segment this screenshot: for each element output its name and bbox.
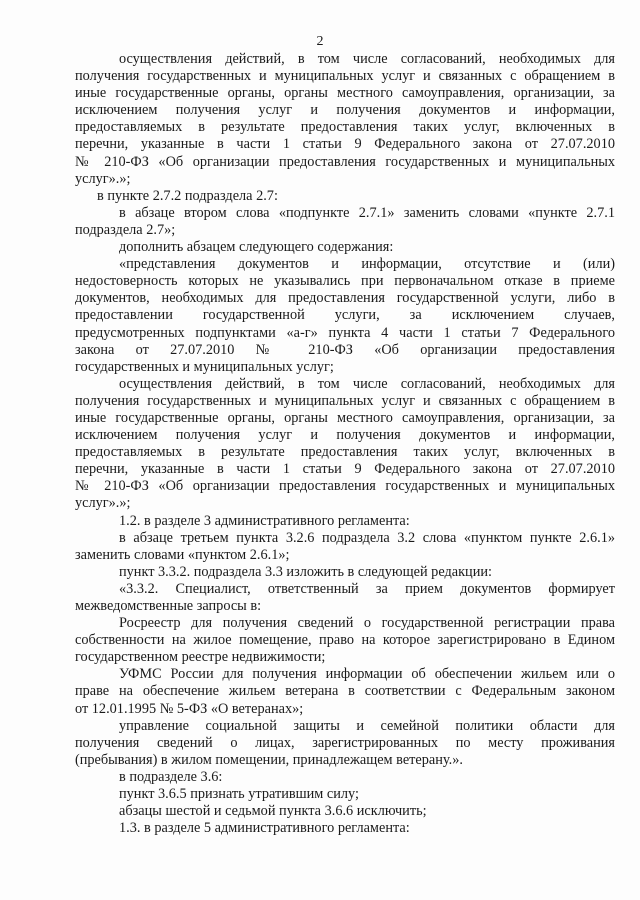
text-line: предоставлении государственной услуги, за исключением случаев, xyxy=(75,307,615,324)
text-line: № 210-ФЗ «Об организации предоставления государственных и муниципальных xyxy=(75,478,615,495)
text-line: межведомственные запросы в: xyxy=(75,598,262,614)
text-line: (пребывания) в жилом помещении, принадлежащем ветерану.». xyxy=(75,751,463,768)
text-line: управление социальной защиты и семейной политики области для xyxy=(119,717,615,734)
text-line: Росреестр для получения сведений о государственной регистрации права xyxy=(119,615,615,632)
text-line: получения сведений о лицах, зарегистрированных по месту проживания xyxy=(75,734,615,751)
text-line: исключением получения услуг и получения документов и информации, xyxy=(75,427,615,444)
text-line: абзацы шестой и седьмой пункта 3.6.6 исключить; xyxy=(119,803,427,820)
text-line: дополнить абзацем следующего содержания: xyxy=(119,239,394,256)
text-line: предоставляемых в результате предоставления таких услуг, включенных в xyxy=(75,444,615,461)
text-line: в абзаце третьем пункта 3.2.6 подраздела 3.2 слова «пунктом пункте 2.6.1» xyxy=(119,529,615,546)
text-line: получения государственных и муниципальных услуг и связанных с обращением в xyxy=(75,392,615,409)
text-line: пункт 3.3.2. подраздела 3.3 изложить в следующей редакции: xyxy=(119,563,492,580)
text-line: 1.3. в разделе 5 административного регламента: xyxy=(119,820,410,837)
text-line: исключением получения услуг и получения документов и информации, xyxy=(75,102,615,119)
text-line: получения государственных и муниципальных услуг и связанных с обращением в xyxy=(75,68,615,85)
text-line: услуг».»; xyxy=(75,495,131,512)
text-line: УФМС России для получения информации об обеспечении жильем или о xyxy=(119,666,615,683)
text-line: недостоверность которых не указывались при первоначальном отказе в приеме xyxy=(75,273,615,290)
text-line: «представления документов и информации, отсутствие и (или) xyxy=(119,256,615,273)
text-line: в абзаце втором слова «подпункте 2.7.1» заменить словами «пункте 2.7.1 xyxy=(119,204,615,221)
text-line: осуществления действий, в том числе согласований, необходимых для xyxy=(119,375,615,392)
text-line: праве на обеспечение жильем ветерана в соответствии с Федеральным законом xyxy=(75,683,615,700)
text-line: собственности на жилое помещение, право на которое зарегистрировано в Едином xyxy=(75,632,615,649)
text-line: иные государственные органы, органы местного самоуправления, организации, за xyxy=(75,85,615,102)
text-line: предусмотренных подпунктами «а-г» пункта 4 части 1 статьи 7 Федерального xyxy=(75,324,615,341)
text-line: № 210-ФЗ «Об организации предоставления государственных и муниципальных xyxy=(75,153,615,170)
text-line: перечни, указанные в части 1 статьи 9 Федерального закона от 27.07.2010 xyxy=(75,136,615,153)
text-line: «3.3.2. Специалист, ответственный за прием документов формирует xyxy=(119,580,615,597)
text-line: 1.2. в разделе 3 административного регламента: xyxy=(119,512,410,529)
page-number: 2 xyxy=(316,34,324,49)
text-line: подраздела 2.7»; xyxy=(75,221,176,238)
text-line: заменить словами «пунктом 2.6.1»; xyxy=(75,546,290,563)
text-line: закона от 27.07.2010 № 210-ФЗ «Об организации предоставления xyxy=(75,341,615,358)
text-line: иные государственные органы, органы местного самоуправления, организации, за xyxy=(75,409,615,426)
text-line: от 12.01.1995 № 5-ФЗ «О ветеранах»; xyxy=(75,700,304,717)
text-line: государственном реестре недвижимости; xyxy=(75,649,326,666)
text-line: осуществления действий, в том числе согласований, необходимых для xyxy=(119,51,615,67)
text-line: государственных и муниципальных услуг; xyxy=(75,358,334,375)
text-line: в подразделе 3.6: xyxy=(119,768,223,785)
text-line: услуг».»; xyxy=(75,170,131,187)
text-line: перечни, указанные в части 1 статьи 9 Федерального закона от 27.07.2010 xyxy=(75,461,615,478)
text-line: предоставляемых в результате предоставления таких услуг, включенных в xyxy=(75,119,615,136)
text-line: пункт 3.6.5 признать утратившим силу; xyxy=(119,786,359,803)
document-body xyxy=(75,51,615,837)
text-line: документов, необходимых для предоставления государственной услуги, либо в xyxy=(75,290,615,307)
text-line: в пункте 2.7.2 подраздела 2.7: xyxy=(97,187,278,204)
